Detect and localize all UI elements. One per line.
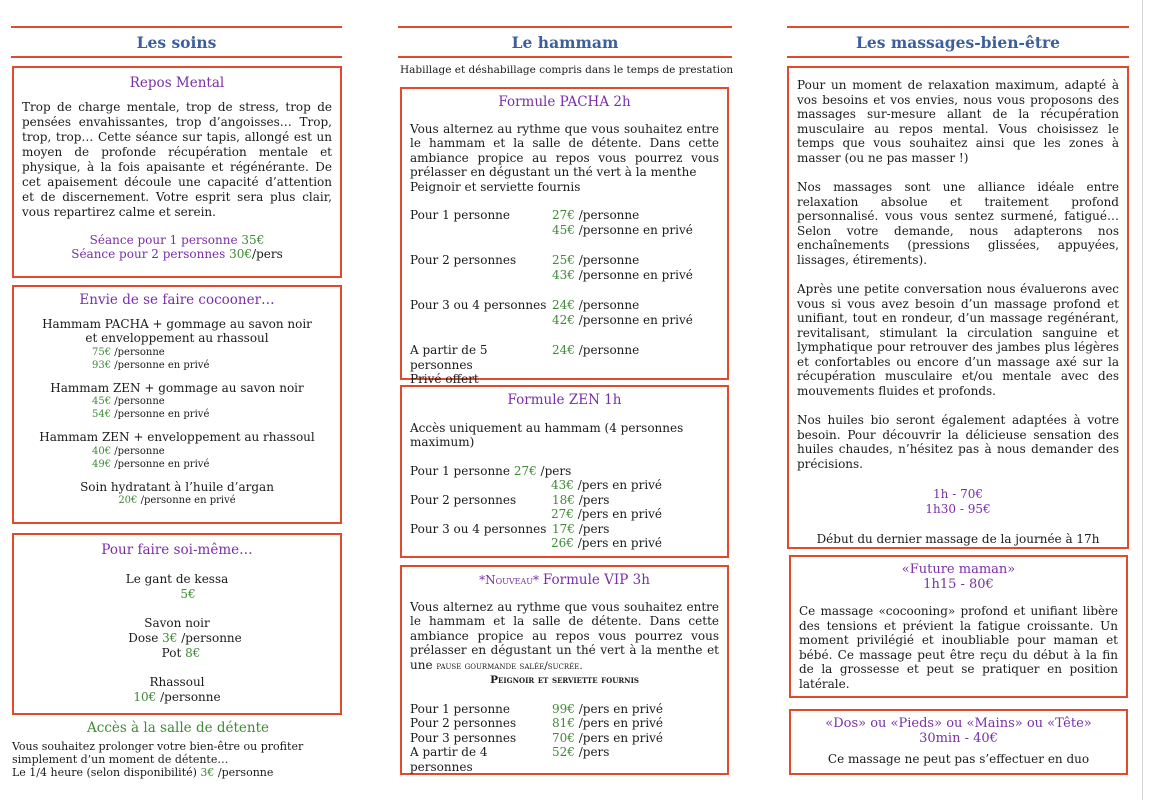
future-maman-text: Ce massage «cocooning» profond et unifiant libère des tensions et prévient la fatigue croissante. Un moment privilégié et inoubliable pour maman et bébé. Ce massage peut être reçu du début à la fin de la grossesse et peut se pratiquer en position latérale. bbox=[799, 604, 1118, 691]
future-maman-box bbox=[789, 555, 1128, 698]
price-value: 18€ bbox=[552, 492, 575, 507]
repos-mental-text: Trop de charge mentale, trop de stress, trop de pensées envahissantes, trop d’angoisses… Trop, trop, trop… Cette séance sur tapis, allongé est un moyen de profonde récupération mentale et physique, à la fois apaisante et régénérante. De cet apaisement découle une capacité d’attention et de discernement. Votre esprit sera plus clair, vous repartirez calme et serein. bbox=[22, 99, 332, 219]
cocoon-item-prices bbox=[22, 494, 332, 507]
price-unit: /personne en privé bbox=[111, 359, 210, 371]
price-unit: /personne en privé bbox=[111, 409, 210, 420]
price-unit: /pers bbox=[574, 521, 610, 536]
hammam-heading: Le hammam bbox=[398, 26, 732, 58]
price-unit: /pers en privé bbox=[573, 478, 663, 492]
vip-row bbox=[410, 702, 719, 717]
pacha-row bbox=[410, 298, 719, 327]
detente-title: Accès à la salle de détente bbox=[86, 720, 270, 736]
price-unit: /personne bbox=[111, 445, 165, 457]
pacha-extra: Peignoir et serviette fournis bbox=[410, 179, 581, 194]
price-value: 70€ bbox=[552, 730, 575, 745]
zen-r2b bbox=[410, 507, 719, 522]
massages-p2: Nos massages sont une alliance idéale entre relaxation absolue et traitement profond personnalisé. vous vous sentez surmené, fatigué… Selon votre demande, nous adapterons nos enchaînements (pressions glissées, appuyées, lissages, étirements). bbox=[797, 180, 1119, 267]
price-value: 17€ bbox=[552, 521, 575, 536]
cocoon-item-prices bbox=[92, 346, 332, 372]
rhassoul-line bbox=[22, 690, 332, 705]
massages-heading: Les massages-bien-être bbox=[787, 26, 1129, 58]
price-unit: /personne bbox=[111, 346, 165, 358]
price-unit: /personne bbox=[111, 396, 165, 407]
rhassoul-price: 10€ bbox=[133, 689, 157, 704]
vip-extra: Peignoir et serviette fournis bbox=[490, 674, 639, 686]
dose-label: Dose bbox=[128, 630, 163, 645]
pacha-row-label: Pour 3 ou 4 personnes bbox=[410, 298, 547, 312]
pot-label: Pot bbox=[161, 645, 186, 660]
dose-unit: /personne bbox=[177, 630, 242, 645]
repos-mental-box bbox=[12, 66, 342, 278]
price-value: 45€ bbox=[92, 396, 112, 407]
massages-p3: Après une petite conversation nous évaluerons avec vous si vous avez besoin d’un massage profond et unifiant, tout en rondeur, d’un massage regénérant, revitalisant, stimulant la circulation sanguine et lymphatique pour retrouver des jambes plus légères et confortables ou encore d’un massage axé sur la récupération musculaire et/ou mentale avec des mouvements fluides et profonds. bbox=[797, 282, 1119, 398]
pacha-row bbox=[410, 208, 719, 237]
vip-row-label: A partir de 4 personnes bbox=[410, 745, 488, 774]
price-value: 52€ bbox=[552, 745, 575, 759]
cocoon-item-name: Hammam ZEN + enveloppement au rhassoul bbox=[39, 430, 315, 444]
cocoon-item-name: Soin hydratant à l’huile d’argan bbox=[80, 479, 274, 494]
price-unit: /personne en privé bbox=[137, 495, 236, 506]
detente-price-line bbox=[12, 766, 344, 779]
vip-new-badge: *Nouveau* bbox=[479, 573, 543, 587]
price-unit: /pers en privé bbox=[574, 730, 664, 745]
zen-r1b bbox=[410, 478, 719, 493]
vip-row-label: Pour 2 personnes bbox=[410, 716, 517, 730]
vip-row bbox=[410, 731, 719, 746]
rhassoul-label: Rhassoul bbox=[149, 674, 205, 689]
pot-price: 8€ bbox=[185, 645, 201, 660]
pacha-box bbox=[400, 87, 729, 386]
price-value: 45€ bbox=[552, 222, 575, 237]
price-unit: /pers bbox=[536, 463, 572, 478]
future-maman-title: «Future maman» bbox=[901, 562, 1016, 577]
cocoon-item bbox=[22, 381, 332, 422]
price-unit: /personne en privé bbox=[574, 312, 693, 327]
zen-r2 bbox=[410, 493, 719, 508]
vip-box bbox=[400, 565, 729, 775]
dose-price: 3€ bbox=[162, 630, 178, 645]
cocoon-title: Envie de se faire cocooner… bbox=[79, 292, 275, 308]
price-value: 75€ bbox=[92, 346, 112, 358]
massages-intro-box bbox=[787, 66, 1129, 549]
cocoon-item-name: Hammam PACHA + gommage au savon noir bbox=[42, 316, 312, 331]
pacha-text: Vous alternez au rythme que vous souhaitez entre le hammam et la salle de détente. Dans cette ambiance propice au repos vous pourrez vous prélasser en dégustant un thé vert à la menthe bbox=[410, 121, 719, 179]
detente-unit: /personne bbox=[214, 766, 274, 779]
price-value: 49€ bbox=[92, 458, 112, 470]
price-value: 27€ bbox=[513, 463, 537, 478]
zen-intro: Accès uniquement au hammam (4 personnes maximum) bbox=[410, 420, 684, 449]
price-unit: /personne en privé bbox=[574, 222, 693, 237]
zen-r3-label: Pour 3 ou 4 personnes bbox=[410, 521, 547, 536]
repos-price-2 bbox=[22, 247, 332, 262]
pot-line bbox=[22, 646, 332, 661]
gant-label: Le gant de kessa bbox=[125, 571, 229, 586]
price-value: 20€ bbox=[118, 495, 138, 506]
column-massages bbox=[787, 26, 1129, 58]
soi-meme-title: Pour faire soi-même… bbox=[101, 542, 253, 558]
price-unit: /personne bbox=[574, 343, 640, 357]
price-value: 93€ bbox=[92, 359, 112, 371]
price-value: 25€ bbox=[552, 253, 575, 267]
price-unit: /personne en privé bbox=[111, 458, 210, 470]
massages-last: Début du dernier massage de la journée à 17h bbox=[816, 532, 1100, 546]
vip-row-label: Pour 3 personnes bbox=[410, 730, 517, 745]
dos-title: «Dos» ou «Pieds» ou «Mains» ou «Tête» bbox=[825, 716, 1092, 731]
detente-section bbox=[12, 722, 344, 779]
column-soins bbox=[11, 26, 342, 58]
repos-price-1-label: Séance pour 1 personne bbox=[89, 232, 242, 247]
price-unit: /pers en privé bbox=[573, 507, 663, 521]
page-edge-line bbox=[1142, 0, 1143, 800]
zen-r2-label: Pour 2 personnes bbox=[410, 492, 517, 507]
cocoon-item-prices bbox=[92, 395, 332, 421]
zen-r1-label: Pour 1 personne bbox=[410, 463, 514, 478]
price-value: 54€ bbox=[92, 409, 112, 420]
soi-meme-box bbox=[12, 533, 342, 715]
gant-price: 5€ bbox=[180, 586, 196, 601]
price-value: 43€ bbox=[552, 267, 575, 282]
pacha-row-label: Pour 2 personnes bbox=[410, 253, 517, 267]
dos-box bbox=[789, 709, 1128, 775]
repos-mental-title: Repos Mental bbox=[129, 75, 225, 91]
price-value: 42€ bbox=[552, 312, 575, 327]
massage-price-1h30: 1h30 - 95€ bbox=[925, 501, 991, 516]
pacha-row-label: Pour 1 personne bbox=[410, 208, 511, 222]
vip-title-text: Formule VIP 3h bbox=[542, 572, 650, 588]
cocoon-box bbox=[12, 285, 342, 524]
repos-price-1-value: 35€ bbox=[241, 232, 265, 247]
cocoon-item-name: Hammam ZEN + gommage au savon noir bbox=[50, 380, 304, 395]
zen-box bbox=[400, 385, 729, 558]
soi-meme-list bbox=[22, 572, 332, 705]
price-value: 27€ bbox=[552, 208, 575, 222]
repos-price-2-value: 30€ bbox=[229, 247, 253, 261]
pacha-title: Formule PACHA 2h bbox=[498, 94, 631, 110]
vip-text bbox=[410, 600, 719, 674]
dose-line bbox=[22, 631, 332, 646]
price-value: 24€ bbox=[552, 343, 575, 357]
detente-label: Le 1/4 heure (selon disponibilité) bbox=[12, 766, 201, 779]
zen-r1 bbox=[410, 464, 719, 479]
price-value: 81€ bbox=[552, 716, 575, 730]
rhassoul-unit: /personne bbox=[156, 689, 221, 704]
pacha-row bbox=[410, 253, 719, 282]
cocoon-item-prices bbox=[92, 445, 332, 471]
repos-price-1 bbox=[22, 233, 332, 248]
pacha-last-note: Privé offert bbox=[410, 372, 479, 386]
future-maman-price: 1h15 - 80€ bbox=[923, 576, 994, 592]
massages-p4: Nos huiles bio seront également adaptées à votre besoin. Pour découvrir la délicieuse sensation des huiles chaudes, n’hésitez pas à nous demander des précisions. bbox=[797, 413, 1119, 471]
repos-price-2-unit: /pers bbox=[252, 247, 283, 261]
soins-heading: Les soins bbox=[11, 26, 342, 58]
cocoon-item bbox=[22, 317, 332, 372]
massage-price-1h: 1h - 70€ bbox=[933, 487, 983, 501]
price-unit: /pers en privé bbox=[574, 716, 664, 730]
price-value: 26€ bbox=[551, 536, 574, 550]
zen-title: Formule ZEN 1h bbox=[507, 392, 622, 408]
price-value: 43€ bbox=[551, 478, 574, 492]
price-unit: /pers en privé bbox=[574, 701, 664, 716]
vip-text-main: Vous alternez au rythme que vous souhaitez entre le hammam et la salle de détente. Dans cette ambiance propice au repos vous pourrez vous prélasser en dégustant un thé vert à la menthe et une bbox=[410, 599, 719, 672]
zen-r3 bbox=[410, 522, 719, 537]
zen-r3b bbox=[410, 536, 719, 551]
cocoon-item-name-2: et enveloppement au rhassoul bbox=[85, 331, 269, 345]
hammam-note: Habillage et déshabillage compris dans le temps de prestation bbox=[400, 64, 734, 76]
price-value: 40€ bbox=[92, 445, 112, 457]
savon-label: Savon noir bbox=[144, 615, 210, 630]
detente-price: 3€ bbox=[200, 766, 215, 779]
pacha-last-label: A partir de 5 personnes bbox=[410, 343, 488, 372]
price-unit: /personne bbox=[574, 208, 640, 222]
vip-title bbox=[410, 573, 719, 588]
price-unit: /personne bbox=[574, 298, 640, 312]
vip-row bbox=[410, 745, 719, 774]
price-value: 99€ bbox=[552, 701, 575, 716]
cocoon-item bbox=[22, 430, 332, 471]
dos-text: Ce massage ne peut pas s’effectuer en duo bbox=[827, 752, 1090, 766]
vip-row-label: Pour 1 personne bbox=[410, 701, 511, 716]
detente-text: Vous souhaitez prolonger votre bien-être ou profiter simplement d’un moment de détente… bbox=[12, 740, 304, 766]
dos-price: 30min - 40€ bbox=[919, 730, 998, 746]
price-unit: /pers bbox=[574, 745, 610, 759]
price-value: 24€ bbox=[552, 298, 575, 312]
price-unit: /personne en privé bbox=[574, 267, 693, 282]
vip-row bbox=[410, 716, 719, 731]
massages-p1: Pour un moment de relaxation maximum, adapté à vos besoins et vos envies, nous vous proposons des massages sur-mesure allant de la récupération musculaire au repos mental. Vous choisissez le temps que vous souhaitez ainsi que les zones à masser (ou ne pas masser !) bbox=[797, 78, 1119, 165]
vip-text-gourmande: pause gourmande salée/sucrée. bbox=[436, 659, 583, 672]
cocoon-item bbox=[22, 480, 332, 508]
price-unit: /pers bbox=[574, 492, 610, 507]
repos-price-2-label: Séance pour 2 personnes bbox=[71, 247, 230, 261]
price-unit: /pers en privé bbox=[573, 536, 663, 550]
column-hammam bbox=[398, 26, 732, 58]
pacha-row-last bbox=[410, 343, 719, 372]
price-value: 27€ bbox=[551, 507, 574, 521]
price-unit: /personne bbox=[574, 253, 640, 267]
